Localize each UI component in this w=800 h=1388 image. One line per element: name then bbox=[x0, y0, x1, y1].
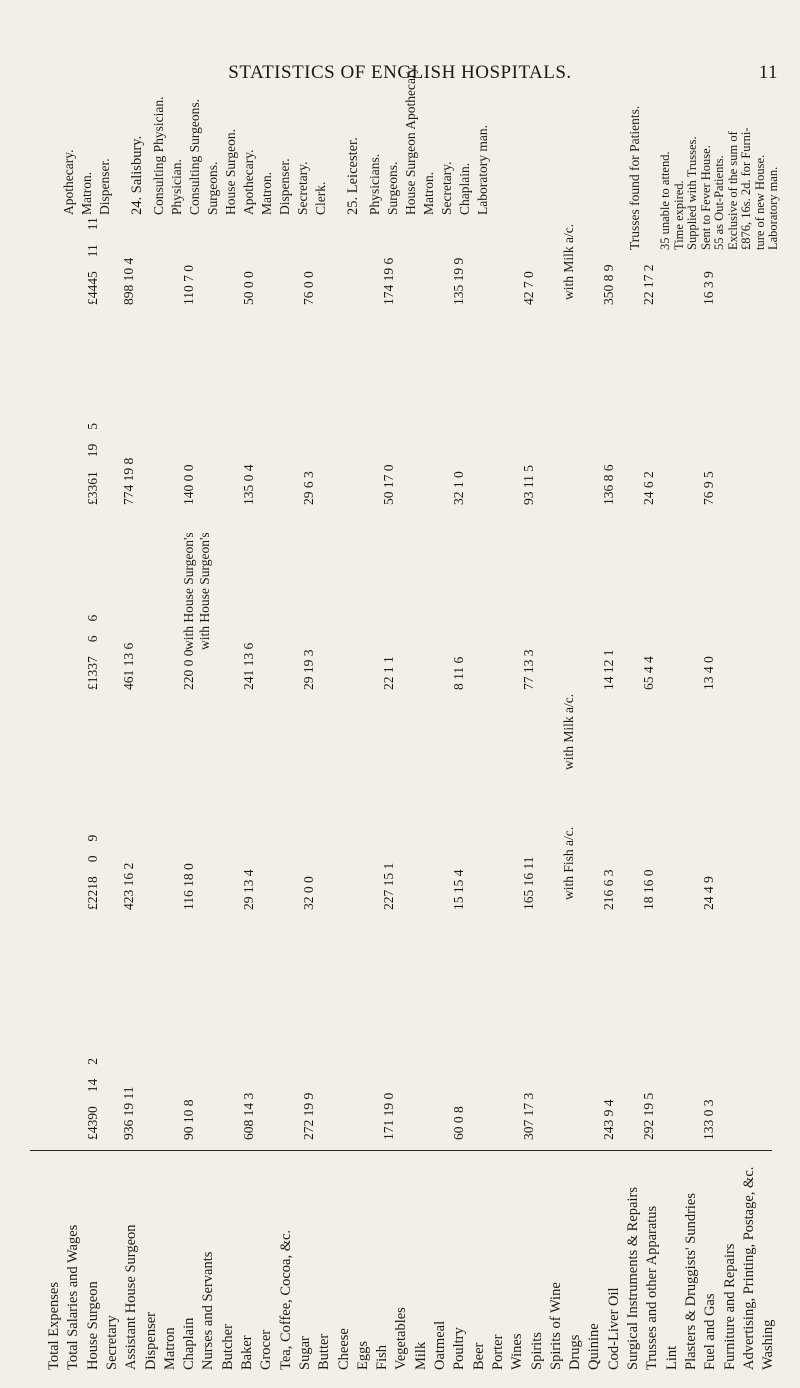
expense-label: Surgical Instruments & Repairs bbox=[625, 1187, 641, 1370]
expense-label: Total Salaries and Wages bbox=[65, 1224, 82, 1370]
expense-label: Butter bbox=[316, 1333, 333, 1370]
column-divider bbox=[30, 1150, 772, 1151]
total-shillings: 0 bbox=[85, 855, 100, 863]
expense-label: Spirits of Wine bbox=[547, 1282, 564, 1370]
expense-label: Dispenser bbox=[142, 1312, 159, 1370]
total-shillings: 19 bbox=[85, 443, 100, 458]
expense-label: Vegetables bbox=[393, 1307, 410, 1370]
expense-label: Eggs bbox=[354, 1341, 371, 1370]
expense-label: Lint bbox=[663, 1345, 680, 1370]
expense-label: House Surgeon bbox=[84, 1281, 101, 1370]
expense-label: Grocer bbox=[258, 1329, 275, 1370]
page: STATISTICS OF ENGLISH HOSPITALS. 11 Total Expenses Total Salaries and Wages House Surgeon Secretary Assistant House Surgeon Dispenser Matron Chaplain Nurses and Servants Butcher Baker Grocer Tea, Coffee, Cocoa, &c. Sugar Butter Cheese Eggs Fish Vegetables Milk Oatmeal Poultry Beer Porter Wines Spirits Spirits of Wine Drugs Quinine Cod-Liver Oil Surgical Instruments & Repairs Trusses and other Apparatus Lint Plasters & Druggists' Sundries Fuel and Gas Furniture and Repairs Advertising, Printing, Postage, &c. Washing £4390 14 2 £2218 0 9 £1337 6 6 £3361 19 5 £4445 11 11 936 19 11 90 10 8 608 14 3 272 19 9 171 19 0 60 0 8 307 17 3 243 9 4 292 19 5 133 0 3 423 16 2 116 18 0 29 13 4 32 0 0 227 15 1 15 15 4 165 16 11 216 6 3 18 16 0 24 4 9 461 13 6 220 0 0 241 13 6 29 19 3 22 1 1 8 11 6 77 13 3 14 12 1 65 4 4 13 4 0 774 19 8 140 0 0 135 0 4 29 6 3 50 17 0 32 1 0 93 11 5 136 8 6 24 6 2 76 9 5 898 10 4 110 7 0 50 0 0 76 0 0 174 19 6 135 19 9 42 7 0 350 8 9 22 17 2 16 3 9 with Fish a/c. with Milk a/c. with Milk a/c. with House Surgeon's with House Surgeon's Apothecary. Matron. Dispenser. 24. Salisbury. Consulting Physician. Physician. Consulting Surgeons. Surgeons. House Surgeon. Apothecary. Matron. Dispenser. Secretary. Clerk. 25. Leicester. Physicians. Surgeons. House Surgeon Apothecary. Matron. Secretary. Chaplain. Laboratory man. Trusses found for Patients. 35 unable to attend. Time expired. Supplied with Trusses. Sent to Fever House. 55 as Out-Patients. Exclusive of the sum of £876, 16s. 2d. for Furni- ture of new House. Laboratory man. bbox=[0, 0, 800, 1388]
expense-label: Cod-Liver Oil bbox=[605, 1287, 622, 1370]
total-shillings: 6 bbox=[85, 635, 100, 643]
expense-label: Butcher bbox=[219, 1324, 236, 1370]
expense-label: Oatmeal bbox=[432, 1320, 448, 1370]
expense-label: Plasters & Druggists' Sundries bbox=[682, 1192, 699, 1370]
expense-label: Fuel and Gas bbox=[702, 1293, 719, 1370]
total-pounds: £1337 bbox=[85, 656, 100, 690]
expense-label: Cheese bbox=[335, 1328, 352, 1370]
total-pounds: £4445 bbox=[85, 271, 100, 305]
expense-label: Nurses and Servants bbox=[200, 1251, 217, 1370]
expense-label: Chaplain bbox=[181, 1317, 198, 1370]
expense-label: Matron bbox=[161, 1327, 178, 1370]
expense-label: Baker bbox=[239, 1335, 255, 1370]
expense-label: Trusses and other Apparatus bbox=[644, 1205, 661, 1370]
page-number: 11 bbox=[758, 62, 778, 83]
expense-label: Advertising, Printing, Postage, &c. bbox=[740, 1166, 757, 1370]
expense-label: Spirits bbox=[528, 1332, 545, 1370]
expense-label: Milk bbox=[412, 1341, 429, 1370]
expense-label: Fish bbox=[374, 1345, 391, 1370]
total-pence: 9 bbox=[85, 834, 100, 842]
expense-label: Poultry bbox=[451, 1327, 468, 1370]
total-pence: 6 bbox=[85, 614, 100, 622]
total-pounds: £2218 bbox=[85, 876, 100, 910]
expense-label: Quinine bbox=[586, 1323, 603, 1370]
expense-label: Secretary bbox=[103, 1315, 120, 1370]
total-pence: 11 bbox=[85, 217, 100, 231]
expense-label: Total Expenses bbox=[46, 1282, 62, 1370]
page-title: STATISTICS OF ENGLISH HOSPITALS. bbox=[228, 62, 572, 83]
total-pounds: £4390 bbox=[85, 1106, 100, 1140]
total-pence: 5 bbox=[85, 423, 100, 430]
expense-label: Wines bbox=[509, 1333, 526, 1370]
expense-label: Tea, Coffee, Cocoa, &c. bbox=[277, 1229, 294, 1370]
expense-label: Furniture and Repairs bbox=[721, 1243, 738, 1370]
total-pence: 2 bbox=[85, 1058, 100, 1065]
expense-label: Porter bbox=[489, 1334, 506, 1370]
total-pounds: £3361 bbox=[85, 471, 100, 505]
expense-label: Washing bbox=[760, 1319, 777, 1370]
expense-label: Drugs bbox=[567, 1334, 584, 1370]
expense-label: Sugar bbox=[296, 1336, 313, 1370]
expense-label: Beer bbox=[470, 1342, 487, 1370]
total-shillings: 14 bbox=[85, 1078, 100, 1093]
total-shillings: 11 bbox=[85, 244, 100, 258]
expense-label: Assistant House Surgeon bbox=[123, 1224, 140, 1370]
